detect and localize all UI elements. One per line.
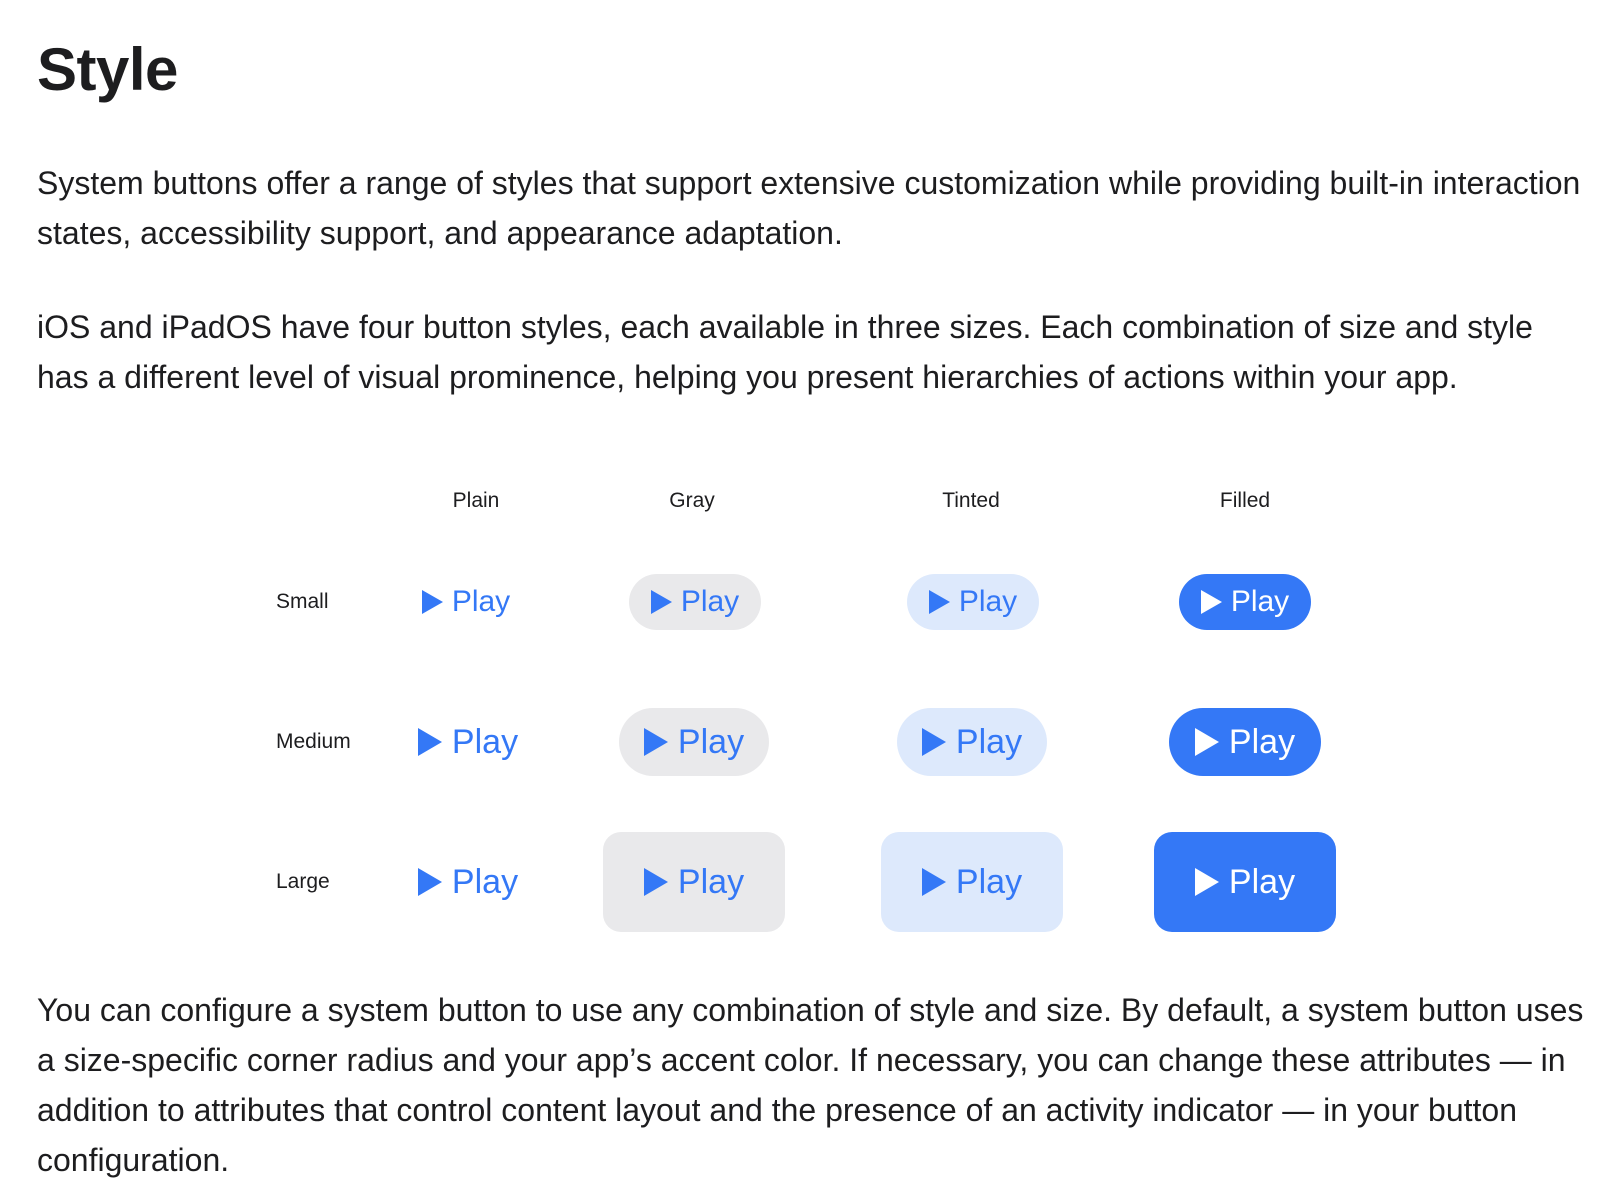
play-button-tinted-medium[interactable] [897,708,1047,776]
play-icon [929,590,950,614]
play-icon [1195,728,1219,756]
intro-paragraph: System buttons offer a range of styles that support extensive customization while providing built-in interaction states, accessibility support, and appearance adaptation. [37,165,1581,251]
play-icon [418,868,442,896]
play-button-label: Play [1230,585,1290,618]
play-button-label: Play [1228,722,1296,761]
play-button-label: Play [1228,862,1296,901]
play-button-gray-medium[interactable] [619,708,769,776]
play-icon [644,868,668,896]
play-icon [922,728,946,756]
play-icon [1201,590,1222,614]
play-button-plain-small[interactable] [416,574,516,630]
play-icon [1195,868,1219,896]
play-icon [422,590,443,614]
column-header-filled: Filled [1219,489,1271,512]
play-button-plain-large[interactable] [412,832,524,932]
play-button-label: Play [955,722,1023,761]
play-button-label: Play [955,862,1023,901]
play-icon [644,728,668,756]
column-header-gray: Gray [669,489,715,512]
play-button-tinted-small[interactable] [907,574,1039,630]
play-icon [922,868,946,896]
play-icon [651,590,672,614]
row-header-medium: Medium [276,730,351,753]
play-button-label: Play [677,722,745,761]
page-title: Style [37,36,178,103]
play-button-label: Play [451,862,519,901]
play-button-label: Play [958,585,1018,618]
play-button-filled-small[interactable] [1179,574,1311,630]
play-button-label: Play [677,862,745,901]
play-button-filled-medium[interactable] [1169,708,1321,776]
column-header-tinted: Tinted [942,489,1000,512]
play-button-label: Play [451,585,511,618]
configuration-paragraph: You can configure a system button to use any combination of style and size. By default, a system button uses a size-specific corner radius and your app’s accent color. If necessary, you can change these attributes — in addition to attributes that control content layout and the presence of an activity indicator — in your button configuration. [37,992,1584,1178]
play-button-gray-large[interactable] [603,832,785,932]
play-button-plain-medium[interactable] [412,708,524,776]
play-button-filled-large[interactable] [1154,832,1336,932]
styles-paragraph: iOS and iPadOS have four button styles, each available in three sizes. Each combination of size and style has a different level of visual prominence, helping you present hierarchies of actions within your app. [37,309,1533,395]
play-button-label: Play [680,585,740,618]
row-header-small: Small [276,590,329,613]
play-icon [418,728,442,756]
play-button-gray-small[interactable] [629,574,761,630]
play-button-label: Play [451,722,519,761]
row-header-large: Large [276,870,330,893]
play-button-tinted-large[interactable] [881,832,1063,932]
column-header-plain: Plain [452,489,500,512]
